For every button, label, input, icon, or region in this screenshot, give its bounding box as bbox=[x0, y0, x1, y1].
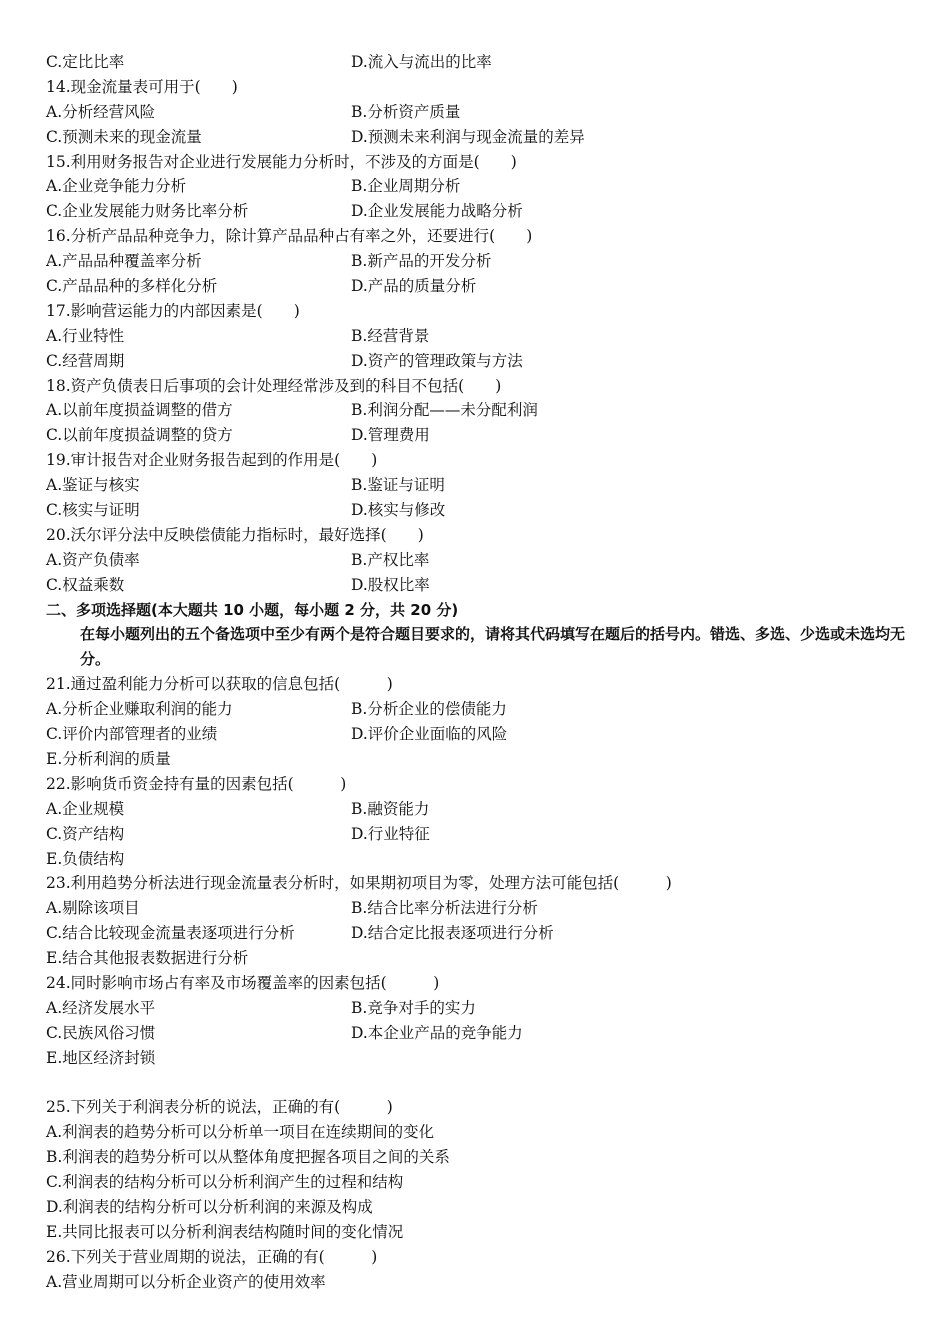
question-line: 24.同时影响市场占有率及市场覆盖率的因素包括( ) bbox=[46, 973, 440, 992]
option-left: C.核实与证明 bbox=[46, 501, 140, 520]
option-left: C.评价内部管理者的业绩 bbox=[46, 725, 218, 744]
option-right: D.预测未来利润与现金流量的差异 bbox=[351, 127, 585, 146]
option-row bbox=[46, 324, 916, 349]
option-right: D.本企业产品的竞争能力 bbox=[351, 1023, 523, 1042]
question-line: 23.利用趋势分析法进行现金流量表分析时，如果期初项目为零，处理方法可能包括( ) bbox=[46, 874, 672, 893]
section-heading: 二、多项选择题(本大题共 10 小题，每小题 2 分，共 20 分) bbox=[46, 600, 459, 619]
option-row bbox=[46, 797, 916, 822]
option-right: B.鉴证与证明 bbox=[351, 476, 445, 495]
spacer bbox=[46, 1071, 916, 1096]
question-line: 21.通过盈利能力分析可以获取的信息包括( ) bbox=[46, 675, 393, 694]
option-left: C.结合比较现金流量表逐项进行分析 bbox=[46, 924, 295, 943]
option-row bbox=[46, 573, 916, 598]
option-right: B.结合比率分析法进行分析 bbox=[351, 899, 538, 918]
option-right: B.分析资产质量 bbox=[351, 102, 461, 121]
question-line: E.结合其他报表数据进行分析 bbox=[46, 949, 249, 968]
question-line: 22.影响货币资金持有量的因素包括( ) bbox=[46, 774, 347, 793]
option-right: D.结合定比报表逐项进行分析 bbox=[351, 924, 554, 943]
option-right: B.产权比率 bbox=[351, 550, 430, 569]
question-line: 26.下列关于营业周期的说法，正确的有( ) bbox=[46, 1247, 378, 1266]
option-row bbox=[46, 722, 916, 747]
option-row bbox=[46, 349, 916, 374]
question-line: 15.利用财务报告对企业进行发展能力分析时，不涉及的方面是( ) bbox=[46, 152, 517, 171]
question-line: 25.下列关于利润表分析的说法，正确的有( ) bbox=[46, 1098, 393, 1117]
option-left: A.产品品种覆盖率分析 bbox=[46, 252, 202, 271]
option-left: A.以前年度损益调整的借方 bbox=[46, 401, 233, 420]
option-row bbox=[46, 199, 916, 224]
option-left: C.资产结构 bbox=[46, 824, 125, 843]
option-left: A.鉴证与核实 bbox=[46, 476, 140, 495]
option-row bbox=[46, 822, 916, 847]
option-right: D.资产的管理政策与方法 bbox=[351, 351, 523, 370]
option-right: D.核实与修改 bbox=[351, 501, 446, 520]
option-right: D.管理费用 bbox=[351, 426, 430, 445]
option-row bbox=[46, 174, 916, 199]
option-left: A.企业竞争能力分析 bbox=[46, 177, 187, 196]
option-right: D.股权比率 bbox=[351, 575, 430, 594]
option-right: B.竞争对手的实力 bbox=[351, 998, 476, 1017]
question-line: A.利润表的趋势分析可以分析单一项目在连续期间的变化 bbox=[46, 1123, 435, 1142]
option-right: D.产品的质量分析 bbox=[351, 277, 477, 296]
option-row bbox=[46, 697, 916, 722]
option-right: B.新产品的开发分析 bbox=[351, 252, 492, 271]
option-left: C.民族风俗习惯 bbox=[46, 1023, 156, 1042]
option-left: C.产品品种的多样化分析 bbox=[46, 277, 218, 296]
option-row bbox=[46, 50, 916, 75]
option-left: C.经营周期 bbox=[46, 351, 125, 370]
question-line: 18.资产负债表日后事项的会计处理经常涉及到的科目不包括( ) bbox=[46, 376, 502, 395]
option-row bbox=[46, 125, 916, 150]
question-line: 19.审计报告对企业财务报告起到的作用是( ) bbox=[46, 451, 378, 470]
option-left: A.行业特性 bbox=[46, 326, 125, 345]
question-line: 14.现金流量表可用于( ) bbox=[46, 77, 238, 96]
question-line: B.利润表的趋势分析可以从整体角度把握各项目之间的关系 bbox=[46, 1148, 450, 1167]
option-left: A.剔除该项目 bbox=[46, 899, 140, 918]
option-right: D.评价企业面临的风险 bbox=[351, 725, 508, 744]
section-instructions: 在每小题列出的五个备选项中至少有两个是符合题目要求的，请将其代码填写在题后的括号内。错选、多选、少选或未选均无分。 bbox=[80, 625, 906, 669]
question-line: A.营业周期可以分析企业资产的使用效率 bbox=[46, 1272, 326, 1291]
option-right: B.经营背景 bbox=[351, 326, 430, 345]
option-row bbox=[46, 548, 916, 573]
option-left: A.经济发展水平 bbox=[46, 998, 156, 1017]
option-right: D.流入与流出的比率 bbox=[351, 53, 492, 71]
option-left: C.预测未来的现金流量 bbox=[46, 127, 202, 146]
option-row bbox=[46, 921, 916, 946]
option-left: C.定比比率 bbox=[46, 53, 125, 71]
option-right: B.融资能力 bbox=[351, 799, 430, 818]
option-row bbox=[46, 473, 916, 498]
option-row bbox=[46, 274, 916, 299]
question-line: 20.沃尔评分法中反映偿债能力指标时，最好选择( ) bbox=[46, 525, 424, 544]
question-line: E.共同比报表可以分析利润表结构随时间的变化情况 bbox=[46, 1222, 404, 1241]
option-left: A.企业规模 bbox=[46, 799, 125, 818]
option-left: A.分析企业赚取利润的能力 bbox=[46, 700, 233, 719]
option-row bbox=[46, 398, 916, 423]
question-line: E.负债结构 bbox=[46, 849, 125, 868]
option-right: B.分析企业的偿债能力 bbox=[351, 700, 507, 719]
option-left: A.分析经营风险 bbox=[46, 102, 156, 121]
option-left: C.权益乘数 bbox=[46, 575, 125, 594]
question-line: E.分析利润的质量 bbox=[46, 749, 171, 768]
exam-page bbox=[46, 50, 916, 1295]
option-right: B.利润分配——未分配利润 bbox=[351, 401, 538, 420]
question-line: D.利润表的结构分析可以分析利润的来源及构成 bbox=[46, 1198, 373, 1216]
option-left: A.资产负债率 bbox=[46, 550, 140, 569]
option-row bbox=[46, 1021, 916, 1046]
option-left: C.以前年度损益调整的贷方 bbox=[46, 426, 233, 445]
question-line: 16.分析产品品种竞争力，除计算产品品种占有率之外，还要进行( ) bbox=[46, 227, 533, 246]
option-row bbox=[46, 498, 916, 523]
option-row bbox=[46, 996, 916, 1021]
option-row bbox=[46, 896, 916, 921]
option-row bbox=[46, 100, 916, 125]
question-line: C.利润表的结构分析可以分析利润产生的过程和结构 bbox=[46, 1173, 404, 1192]
question-line: 17.影响营运能力的内部因素是( ) bbox=[46, 301, 300, 320]
option-row bbox=[46, 423, 916, 448]
option-row bbox=[46, 249, 916, 274]
option-right: D.行业特征 bbox=[351, 824, 430, 843]
option-right: D.企业发展能力战略分析 bbox=[351, 202, 523, 221]
question-line: E.地区经济封锁 bbox=[46, 1048, 156, 1067]
option-right: B.企业周期分析 bbox=[351, 177, 461, 196]
option-left: C.企业发展能力财务比率分析 bbox=[46, 202, 249, 221]
